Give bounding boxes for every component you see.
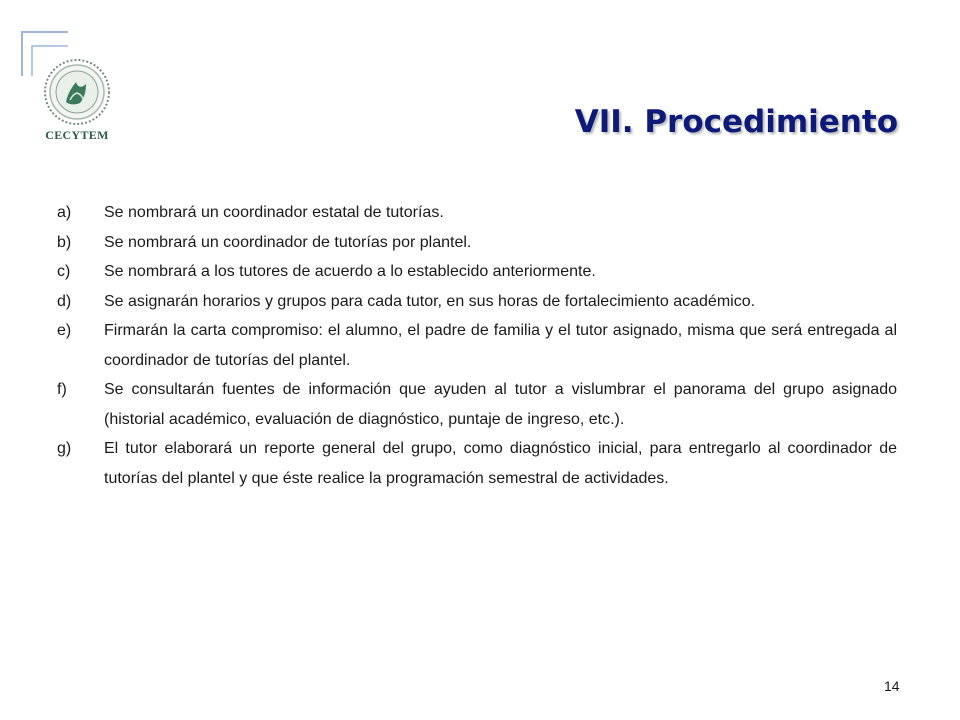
list-item-text: Firmarán la carta compromiso: el alumno, el padre de familia y el tutor asignado, misma que será entregada al coordinador de tutorías del plantel. — [104, 322, 897, 369]
list-item — [57, 287, 897, 317]
list-item-marker: g) — [57, 440, 72, 457]
list-item-text: Se nombrará a los tutores de acuerdo a lo establecido anteriormente. — [104, 263, 596, 280]
list-item — [57, 257, 897, 287]
procedure-list — [57, 198, 897, 493]
list-item-text: Se nombrará un coordinador estatal de tutorías. — [104, 204, 444, 221]
list-item-text: Se consultarán fuentes de información que ayuden al tutor a vislumbrar el panorama del grupo asignado (historial académico, evaluación de diagnóstico, puntaje de ingreso, etc.). — [104, 381, 897, 428]
list-item — [57, 198, 897, 228]
cecytem-logo — [40, 58, 114, 148]
page-title: VII. Procedimiento — [574, 104, 898, 140]
list-item-marker: a) — [57, 204, 72, 221]
list-item-text: Se asignarán horarios y grupos para cada tutor, en sus horas de fortalecimiento académico. — [104, 292, 756, 310]
list-item-marker: d) — [57, 292, 72, 310]
list-item — [57, 375, 897, 434]
list-item-marker: b) — [57, 233, 72, 251]
list-item-marker: e) — [57, 322, 72, 339]
cecytem-seal-icon — [40, 58, 114, 126]
list-item — [57, 228, 897, 258]
list-item-marker: c) — [57, 263, 71, 280]
logo-name: CECYTEM — [45, 128, 109, 142]
list-item — [57, 316, 897, 375]
list-item-text: Se nombrará un coordinador de tutorías por plantel. — [104, 233, 472, 251]
list-item-marker: f) — [57, 381, 67, 398]
list-item — [57, 434, 897, 493]
list-item-text: El tutor elaborará un reporte general del grupo, como diagnóstico inicial, para entregarlo al coordinador de tutorías del plantel y que éste realice la programación semestral de actividades. — [104, 440, 897, 487]
page-number: 14 — [884, 678, 900, 694]
